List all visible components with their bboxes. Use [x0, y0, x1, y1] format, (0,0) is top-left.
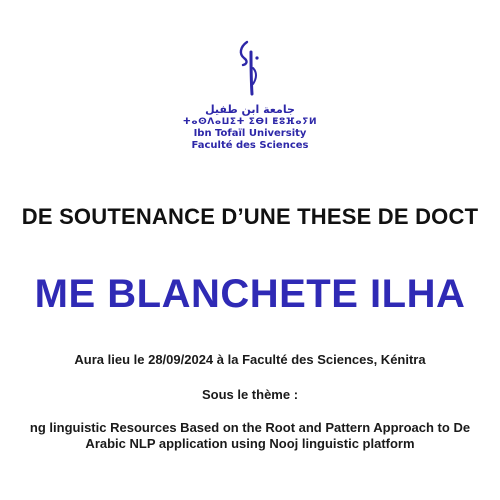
faculty-name: Faculté des Sciences: [191, 140, 309, 151]
thesis-title: [30, 420, 470, 452]
university-logo: [0, 38, 500, 152]
candidate-name: ME BLANCHETE ILHA: [34, 272, 466, 316]
thesis-title-line-1: ng linguistic Resources Based on the Root and Pattern Approach to De: [29, 420, 471, 435]
announcement-heading: DE SOUTENANCE D’UNE THESE DE DOCT: [21, 204, 479, 229]
calligraphy-emblem-icon: [230, 38, 270, 98]
university-name-english: Ibn Tofaïl University: [193, 128, 307, 139]
university-name-arabic: جامعة ابن طفيل: [205, 103, 295, 116]
thesis-title-line-2: Arabic NLP application using Nooj linguistic platform: [85, 436, 415, 451]
venue-date-line: Aura lieu le 28/09/2024 à la Faculté des Sciences, Kénitra: [74, 352, 426, 367]
university-name-tifinagh: ⵜⴰⵙⴷⴰⵡⵉⵜ ⵉⴱⵏ ⵟⵓⴼⴰⵢⵍ: [182, 117, 318, 127]
theme-label: Sous le thème :: [201, 387, 299, 402]
